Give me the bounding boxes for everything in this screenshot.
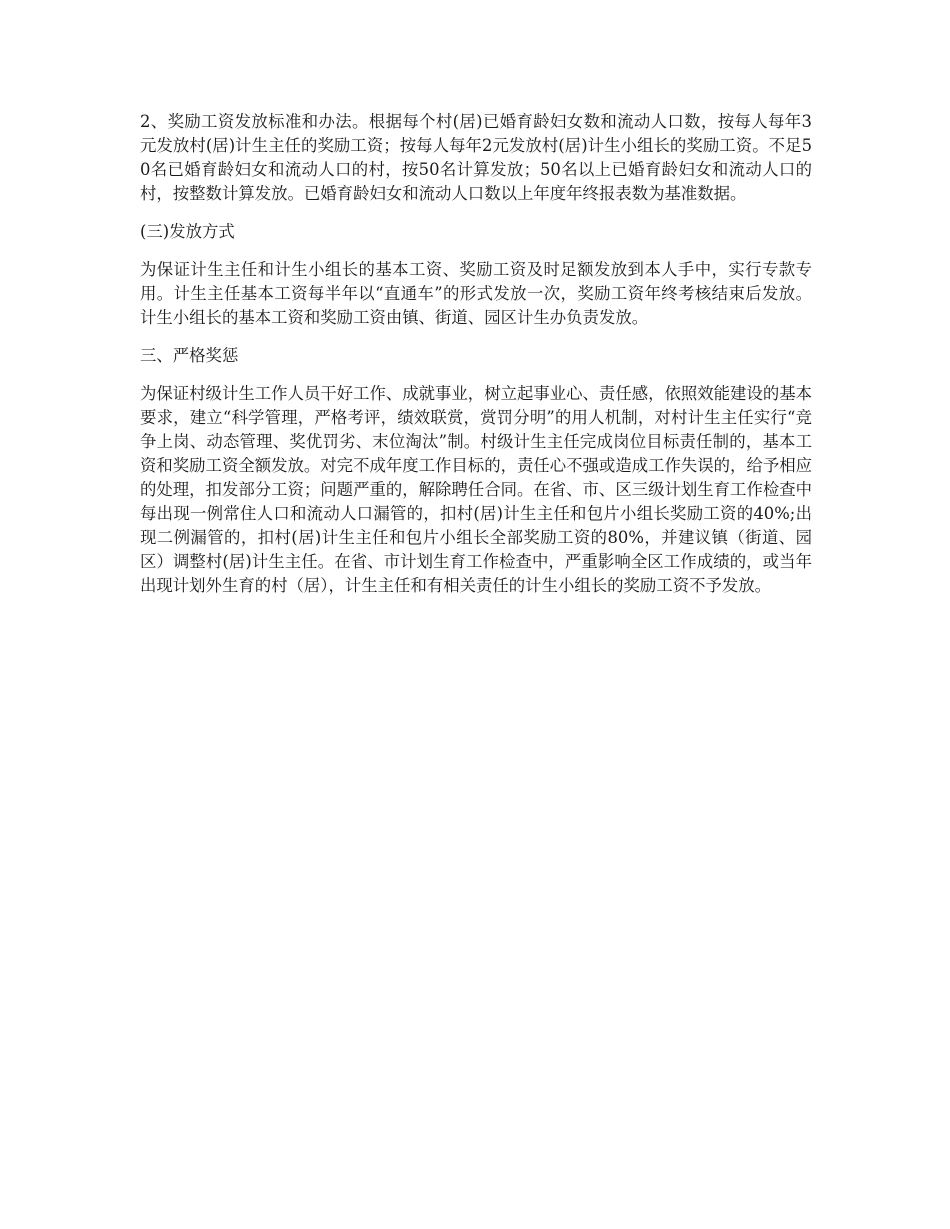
paragraph-reward-pay-standard: 2、奖励工资发放标准和办法。根据每个村(居)已婚育龄妇女数和流动人口数，按每人每年3元发放村(居)计生主任的奖励工资；按每人每年2元发放村(居)计生小组长的奖励工资。不足50名已婚育龄妇女和流动人口的村，按50名计算发放；50名以上已婚育龄妇女和流动人口的村，按整数计算发放。已婚育龄妇女和流动人口数以上年度年终报表数为基准数据。 bbox=[140, 112, 812, 203]
paragraph-rewards-penalties: 为保证村级计生工作人员干好工作、成就事业，树立起事业心、责任感，依照效能建设的基本要求，建立“科学管理，严格考评，绩效联赏，赏罚分明”的用人机制，对村计生主任实行“竞争上岗、动态管理、奖优罚劣、末位淘汰”制。村级计生主任完成岗位目标责任制的，基本工资和奖励工资全额发放。对完不成年度工作目标的，责任心不强或造成工作失误的，给予相应的处理，扣发部分工资；问题严重的，解除聘任合同。在省、市、区三级计划生育工作检查中每出现一例常住人口和流动人口漏管的，扣村(居)计生主任和包片小组长奖励工资的40%;出现二例漏管的，扣村(居)计生主任和包片小组长全部奖励工资的80%，并建议镇（街道、园区）调整村(居)计生主任。在省、市计划生育工作检查中，严重影响全区工作成绩的，或当年出现计划外生育的村（居），计生主任和有相关责任的计生小组长的奖励工资不予发放。 bbox=[140, 384, 813, 595]
section-heading-rewards-penalties: 三、严格奖惩 bbox=[140, 346, 239, 365]
section-heading-payment-method: (三)发放方式 bbox=[140, 222, 235, 241]
document-page bbox=[140, 110, 812, 612]
paragraph-payment-method: 为保证计生主任和计生小组长的基本工资、奖励工资及时足额发放到本人手中，实行专款专用。计生主任基本工资每半年以“直通车”的形式发放一次，奖励工资年终考核结束后发放。计生小组长的基本工资和奖励工资由镇、街道、园区计生办负责发放。 bbox=[140, 260, 812, 327]
